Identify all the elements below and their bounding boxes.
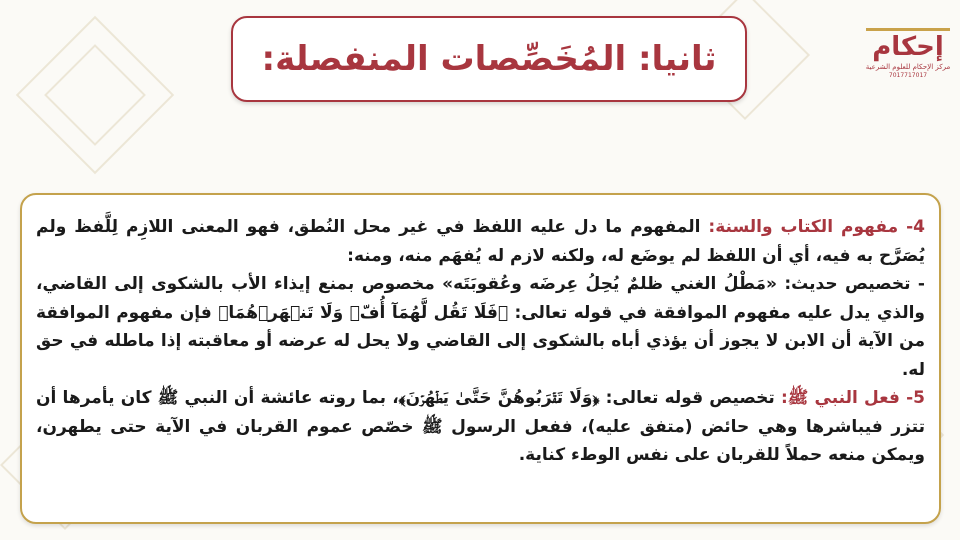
logo <box>862 22 954 100</box>
logo-name: إحكام <box>866 28 950 63</box>
paragraph-prophet-action <box>36 384 925 470</box>
paragraph-text: - تخصيص حديث: «مَطْلُ الغني ظلمٌ يُحِلُ عِرضَه وعُقوبَتَه» مخصوص بمنع إيذاء الأب بالشكوى إلى القاضي، والذي يدل عليه مفهوم الموافقة في قوله تعالى: ﴿فَلَا تَقُل لَّهُمَآ أُفّٖ وَلَا تَنۡهَرۡهُمَا﴾ فإن مفهوم الموافقة من الآية أن الابن لا يجوز أن يؤذي أباه بالشكوى إلى القاضي ولا يحل له عرضه أو معاقبته إذا ماطله في حق له. <box>36 274 925 380</box>
content-box <box>20 193 941 524</box>
slide-title: ثانيا: المُخَصِّصات المنفصلة: <box>261 39 717 79</box>
paragraph-text: تخصيص قوله تعالى: ﴿وَلَا تَقۡرَبُوهُنَّ حَتَّىٰ يَطۡهُرۡنَ﴾، بما روته عائشة أن النبي ﷺ كان يأمرها أن تتزر فيباشرها وهي حائض (متفق عليه)، ففعل الرسول ﷺ خصّص عموم القربان في الآية حتى يطهرن، ويمكن منعه حملاً للقربان على نفس الوطء كناية. <box>36 388 925 465</box>
logo-number: 7017717017 <box>888 72 928 79</box>
paragraph-hadith <box>36 270 925 384</box>
content-text <box>36 213 925 470</box>
heading-prophet-action: 5- فعل النبي ﷺ: <box>781 388 925 408</box>
paragraph-text: المفهوم ما دل عليه اللفظ في غير محل النُطق، فهو المعنى اللازِم لِلَّفظ ولم يُصَرَّح به فيه، أي أن اللفظ لم يوضَع له، ولكنه لازم له يُفهَم منه، ومنه: <box>36 217 925 266</box>
logo-subtitle: مركز الإحكام للعلوم الشرعية <box>865 63 951 71</box>
paragraph-concept <box>36 213 925 270</box>
title-box <box>231 16 747 102</box>
heading-concept: 4- مفهوم الكتاب والسنة: <box>708 217 925 237</box>
